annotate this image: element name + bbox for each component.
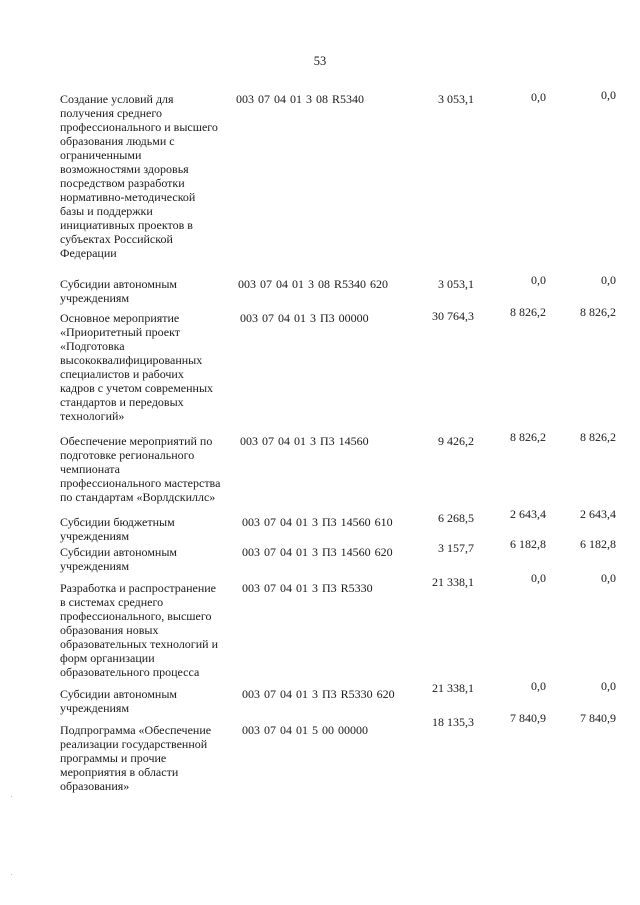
row-name: Субсидии бюджетным учреждениям [60,515,175,543]
row-amount-2: 7 840,9 [510,711,546,725]
row-amount-2: 2 643,4 [510,507,546,521]
row-amount-1: 18 135,3 [432,715,474,729]
row-amount-3: 7 840,9 [580,711,616,725]
row-code: 003 07 04 01 3 П3 14560 610 [242,515,393,529]
row-code: 003 07 04 01 3 П3 00000 [240,311,369,325]
row-amount-3: 0,0 [601,679,616,693]
row-amount-2: 0,0 [531,679,546,693]
row-amount-2: 0,0 [531,90,546,104]
row-name: Субсидии автономным учреждениям [60,277,177,305]
row-name: Обеспечение мероприятий по подготовке регионального чемпионата профессионального мастерства по стандартам «Ворлдскиллс» [60,434,221,504]
row-amount-1: 3 157,7 [438,541,474,555]
row-amount-2: 8 826,2 [510,430,546,444]
row-amount-2: 6 182,8 [510,537,546,551]
row-name: Субсидии автономным учреждениям [60,687,177,715]
scan-speck [11,874,12,875]
row-amount-3: 8 826,2 [580,305,616,319]
row-amount-3: 0,0 [601,88,616,102]
row-amount-1: 30 764,3 [432,309,474,323]
row-amount-1: 3 053,1 [438,92,474,106]
page-number: 53 [313,54,327,68]
row-amount-2: 0,0 [531,273,546,287]
row-amount-1: 9 426,2 [438,434,474,448]
row-amount-1: 3 053,1 [438,277,474,291]
row-name: Подпрограмма «Обеспечение реализации государственной программы и прочие мероприятия в области образования» [60,723,212,793]
row-code: 003 07 04 01 3 08 R5340 620 [238,277,389,291]
row-amount-3: 0,0 [601,273,616,287]
row-code: 003 07 04 01 3 П3 14560 [240,434,369,448]
row-amount-3: 6 182,8 [580,537,616,551]
row-name: Основное мероприятие «Приоритетный проект «Подготовка высококвалифицированных специалистов и рабочих кадров с учетом современных стандартов и передовых технологий» [60,311,214,423]
row-code: 003 07 04 01 3 П3 R5330 620 [242,687,395,701]
row-name: Субсидии автономным учреждениям [60,545,177,573]
row-code: 003 07 04 01 3 П3 14560 620 [242,545,393,559]
scan-speck [11,796,12,797]
row-amount-1: 21 338,1 [432,681,474,695]
row-name: Создание условий для получения среднего профессионального и высшего образования людьми с ограниченными возможностями здоровья посредством разработки нормативно-методической базы и поддержки инициативных проектов в субъектах Российской Федерации [60,92,218,260]
row-amount-3: 8 826,2 [580,430,616,444]
row-amount-3: 0,0 [601,571,616,585]
row-amount-3: 2 643,4 [580,507,616,521]
row-code: 003 07 04 01 3 П3 R5330 [242,581,373,595]
row-name: Разработка и распространение в системах среднего профессионального, высшего образования новых образовательных технологий и форм организации образовательного процесса [60,581,218,679]
row-amount-2: 8 826,2 [510,305,546,319]
row-amount-2: 0,0 [531,571,546,585]
row-code: 003 07 04 01 3 08 R5340 [236,92,365,106]
row-code: 003 07 04 01 5 00 00000 [242,723,368,737]
row-amount-1: 6 268,5 [438,511,474,525]
row-amount-1: 21 338,1 [432,575,474,589]
